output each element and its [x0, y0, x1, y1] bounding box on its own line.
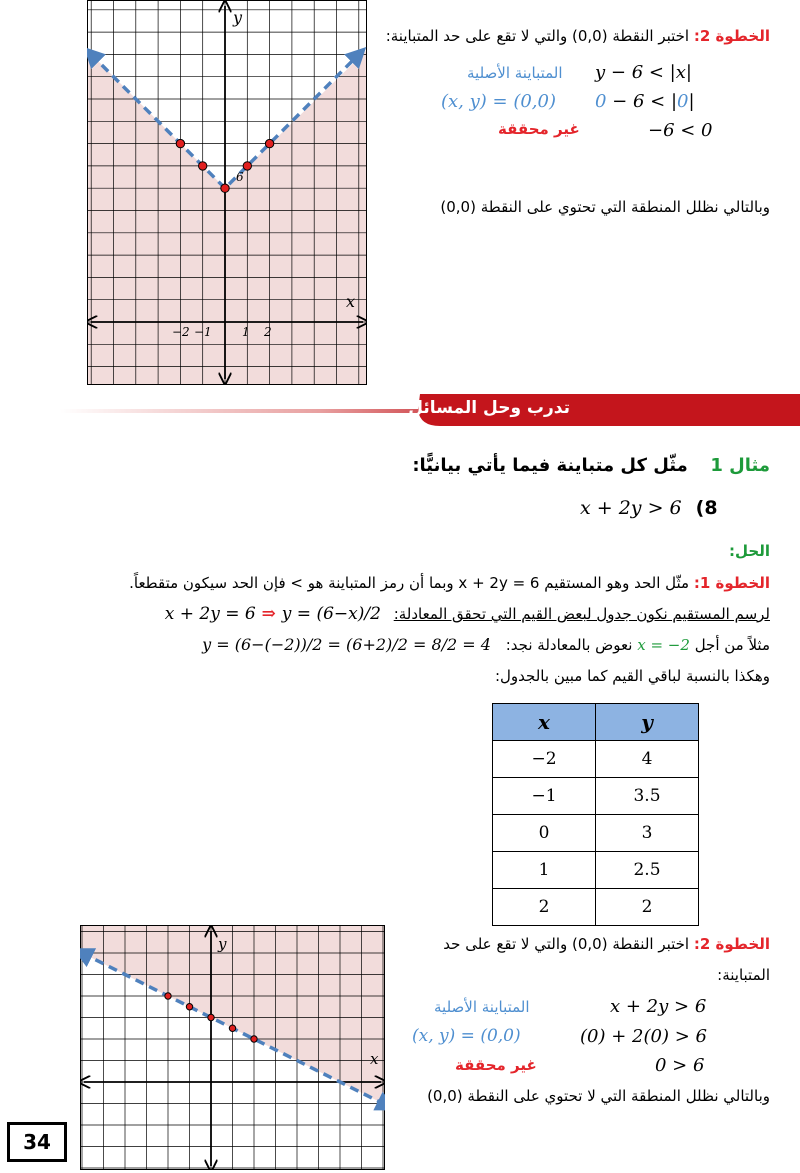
section-banner — [0, 392, 800, 430]
data-point — [208, 1014, 214, 1020]
line-equation: x + 2y = 6 — [164, 604, 256, 624]
note-original-inequality: المتباينة الأصلية — [467, 64, 563, 82]
step-text: مثّل الحد وهو المستقيم x + 2y = 6 وبما أن رمز المتباينة هو > فإن الحد سيكون متقطعاً. — [129, 574, 690, 592]
example-label: مثال 1 — [710, 455, 770, 476]
tick-label: −1 — [194, 325, 212, 339]
shaded-region — [87, 50, 367, 385]
header-x: x — [493, 704, 596, 741]
graph1-point-label: 6 — [236, 170, 244, 184]
math-result: 0 > 6 — [655, 1055, 705, 1076]
table-caption: وهكذا بالنسبة لباقي القيم كما مبين بالجدول: — [494, 667, 770, 685]
data-point — [199, 162, 207, 170]
note-not-satisfied: غير محققة — [455, 1056, 537, 1074]
substitution-line — [202, 635, 770, 654]
example-number: (8 — [695, 497, 718, 519]
graph2-y-label: y — [218, 935, 227, 953]
subst-end: | — [688, 91, 695, 112]
step-label: الخطوة 2: — [693, 935, 770, 953]
math-original-inequality: y − 6 < |x| — [595, 62, 692, 83]
subst-mid: − 6 < | — [606, 91, 678, 112]
tick-label: −2 — [172, 325, 190, 339]
subst-x: 0 — [595, 91, 607, 112]
solved-equation: y = (6−x)/2 — [281, 604, 381, 624]
banner-title: تدرب وحل المسائل — [408, 398, 570, 418]
table-row — [493, 852, 699, 889]
cell-x: 1 — [493, 852, 596, 889]
table-intro-text: لرسم المستقيم نكون جدول لبعض القيم التي تحقق المعادلة: — [393, 605, 770, 623]
step2-bottom-heading — [443, 935, 770, 953]
substitution-x-value: x = −2 — [637, 636, 690, 654]
data-point — [176, 139, 184, 147]
data-point — [165, 993, 171, 999]
data-point — [243, 162, 251, 170]
data-point — [221, 184, 229, 192]
step2-bottom-heading-cont: المتباينة: — [717, 966, 770, 984]
data-point — [251, 1036, 257, 1042]
cell-y: 2 — [596, 889, 699, 926]
graph1-x-label: x — [346, 292, 356, 311]
cell-y: 4 — [596, 741, 699, 778]
table-row — [493, 778, 699, 815]
substitution-result: y = (6−(−2))/2 = (6+2)/2 = 8/2 = 4 — [202, 635, 491, 654]
step-text: اختبر النقطة (0,0) والتي لا تقع على حد — [443, 935, 690, 953]
values-table — [492, 703, 699, 926]
cell-x: −2 — [493, 741, 596, 778]
table-row — [493, 741, 699, 778]
graph2-x-label: x — [370, 1050, 379, 1068]
math-original-inequality: x + 2y > 6 — [610, 996, 707, 1017]
note-not-satisfied: غير محققة — [498, 120, 580, 138]
example-problem — [580, 497, 718, 519]
math-substitution — [595, 91, 695, 112]
cell-x: 0 — [493, 815, 596, 852]
step-text: اختبر النقطة (0,0) والتي لا تقع على حد المتباينة: — [385, 27, 690, 45]
note-test-point: (x, y) = (0,0) — [412, 1026, 521, 1046]
page-number: 34 — [23, 1130, 51, 1154]
cell-y: 3.5 — [596, 778, 699, 815]
example-heading — [412, 455, 770, 476]
graph-absolute-value — [87, 0, 367, 385]
math-result: −6 < 0 — [648, 120, 713, 141]
table-header-row — [493, 704, 699, 741]
step-label: الخطوة 2: — [693, 27, 770, 45]
subst-y: 0 — [677, 91, 689, 112]
note-test-point: (x, y) = (0,0) — [441, 91, 557, 112]
data-point — [229, 1025, 235, 1031]
tick-label: 2 — [264, 325, 272, 339]
header-y: y — [596, 704, 699, 741]
substitution-text-a: مثلاً من أجل — [694, 636, 770, 654]
substitution-text-b: نعوض بالمعادلة نجد: — [505, 636, 633, 654]
note-original-inequality: المتباينة الأصلية — [434, 998, 530, 1016]
data-point — [265, 139, 273, 147]
cell-x: 2 — [493, 889, 596, 926]
table-intro-line — [165, 604, 770, 624]
step-label: الخطوة 1: — [693, 574, 770, 592]
data-point — [186, 1004, 192, 1010]
page-number-box — [7, 1122, 67, 1162]
graph-linear — [80, 925, 385, 1170]
cell-y: 2.5 — [596, 852, 699, 889]
tick-label: 1 — [242, 325, 250, 339]
example-prompt: مثّل كل متباينة فيما يأتي بيانيًّا: — [412, 455, 688, 476]
step1-line — [129, 574, 770, 592]
solution-label: الحل: — [729, 542, 770, 560]
implies-arrow: ⇒ — [255, 604, 282, 624]
math-substitution: (0) + 2(0) > 6 — [580, 1026, 707, 1047]
table-row — [493, 815, 699, 852]
conclusion-bottom: وبالتالي نظلل المنطقة التي لا تحتوي على النقطة (0,0) — [427, 1087, 770, 1105]
conclusion-top: وبالتالي نظلل المنطقة التي تحتوي على النقطة (0,0) — [440, 198, 770, 216]
example-inequality: x + 2y > 6 — [580, 497, 682, 519]
cell-y: 3 — [596, 815, 699, 852]
cell-x: −1 — [493, 778, 596, 815]
table-row — [493, 889, 699, 926]
graph1-y-label: y — [233, 8, 243, 27]
step2-top-heading — [386, 27, 770, 45]
